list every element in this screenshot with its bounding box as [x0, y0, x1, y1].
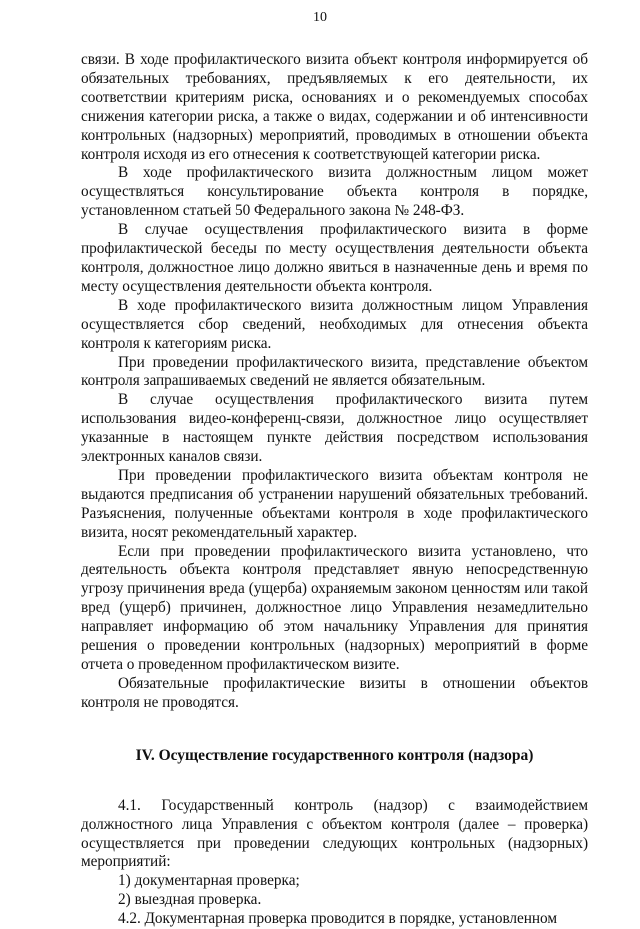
- paragraph: В случае осуществления профилактического визита в форме профилактической беседы по месту осуществления деятельности объекта контроля, должностное лицо должно явиться в назначенные день и время по месту осуществления деятельности объекта контроля.: [81, 221, 588, 295]
- section-heading: IV. Осуществление государственного контроля (надзора): [135, 746, 534, 764]
- list-item: 1) документарная проверка;: [118, 872, 300, 890]
- paragraph-4-1: 4.1. Государственный контроль (надзор) с взаимодействием должностного лица Управления с объектом контроля (далее – проверка) осуществляется при проведении следующих контрольных (надзорных) мероприятий:: [81, 796, 588, 871]
- page-number: 10: [313, 10, 327, 25]
- paragraph: Если при проведении профилактического визита установлено, что деятельность объекта контроля представляет явную непосредственную угрозу причинения вреда (ущерба) охраняемым законом ценностям или такой вред (ущерб) причинен, должностное лицо Управления незамедлительно направляет информацию об этом начальнику Управления для принятия решения о проведении контрольных (надзорных) мероприятий в форме отчета о проведенном профилактическом визите.: [81, 542, 588, 673]
- paragraph: В случае осуществления профилактического визита путем использования видео-конференц-связи, должностное лицо осуществляет указанные в настоящем пункте действия посредством использования электронных каналов связи.: [81, 391, 588, 466]
- paragraph: При проведении профилактического визита, представление объектом контроля запрашиваемых сведений не является обязательным.: [81, 353, 588, 390]
- paragraph: В ходе профилактического визита должностным лицом может осуществляться консультирование объекта контроля в порядке, установленном статьей 50 Федерального закона № 248-ФЗ.: [81, 164, 588, 220]
- paragraph: Обязательные профилактические визиты в отношении объектов контроля не проводятся.: [81, 674, 588, 711]
- paragraph: связи. В ходе профилактического визита объект контроля информируется об обязательных требованиях, предъявляемых к его деятельности, их соответствии критериям риска, основаниях и о рекомендуемых способах снижения категории риска, а также о видах, содержании и об интенсивности контрольных (надзорных) мероприятий, проводимых в отношении объекта контроля исходя из его отнесения к соответствующей категории риска.: [81, 51, 588, 163]
- paragraph: В ходе профилактического визита должностным лицом Управления осуществляется сбор сведений, необходимых для отнесения объекта контроля к категориям риска.: [81, 296, 588, 352]
- page-content: [81, 51, 588, 929]
- paragraph: При проведении профилактического визита объектам контроля не выдаются предписания об устранении нарушений обязательных требований. Разъяснения, полученные объектами контроля в ходе профилактического визита, носят рекомендательный характер.: [81, 466, 588, 541]
- paragraph-4-2: 4.2. Документарная проверка проводится в порядке, установленном: [118, 910, 557, 928]
- list-item: 2) выездная проверка.: [118, 891, 262, 909]
